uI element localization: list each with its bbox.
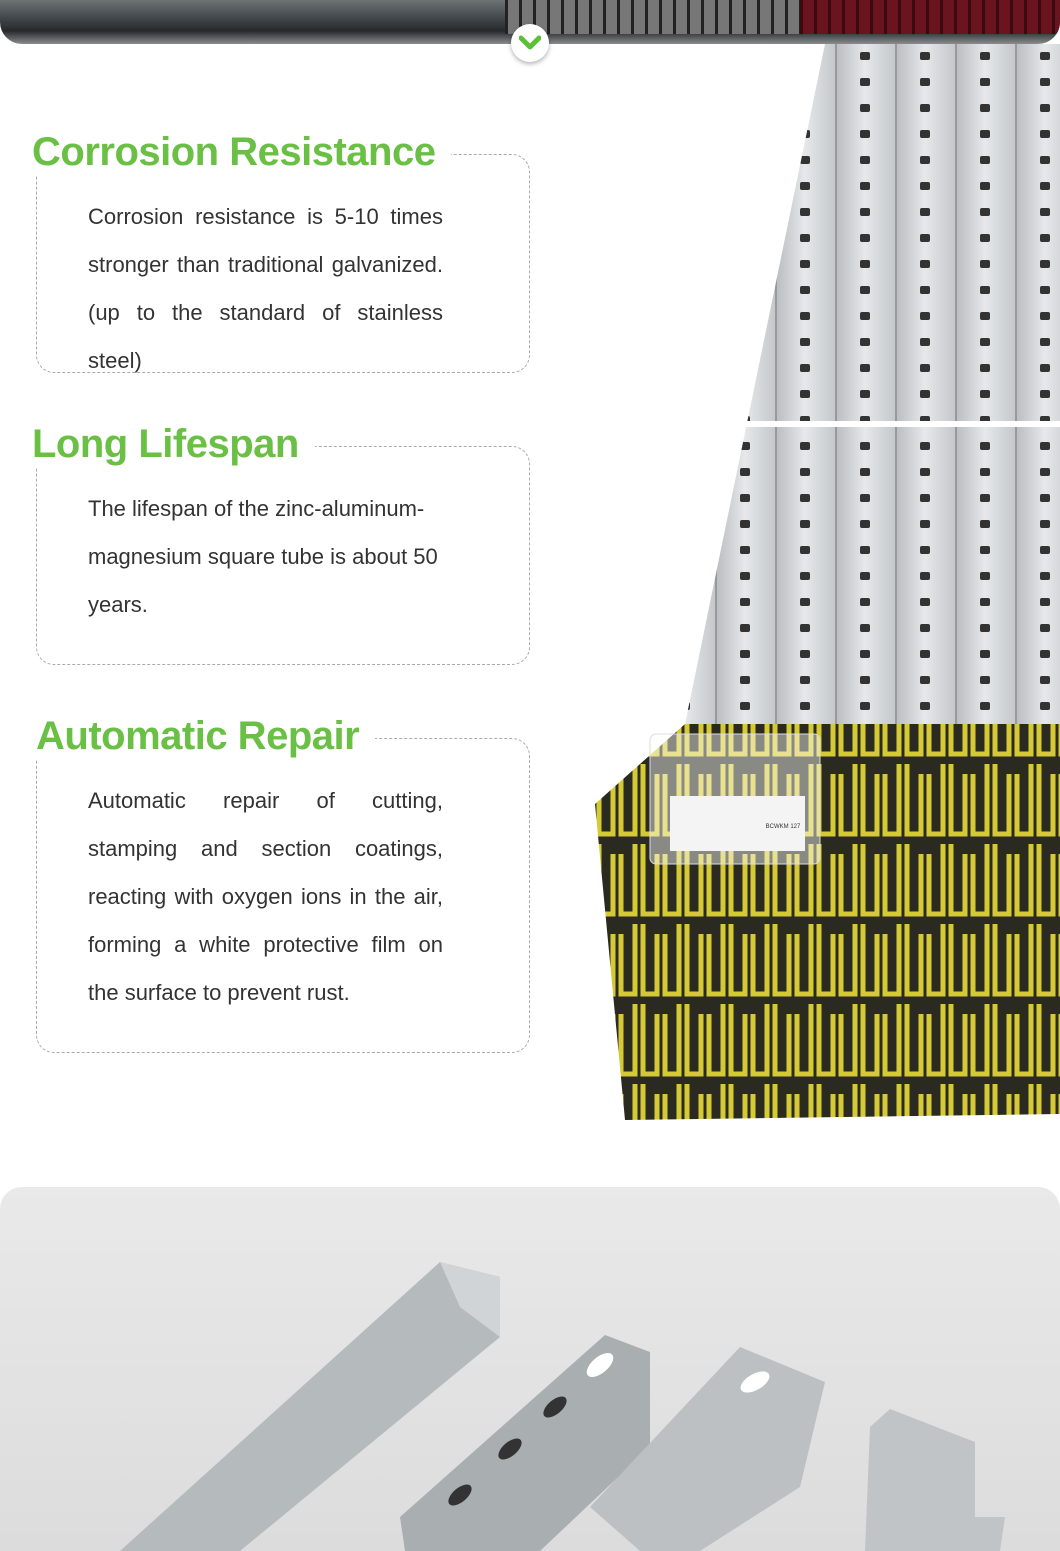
feature-title: Automatic Repair bbox=[36, 712, 375, 760]
feature-automatic-repair bbox=[36, 712, 530, 1053]
chevron-down-icon bbox=[519, 35, 541, 51]
product-tag-code: BCWKM 127 bbox=[765, 824, 801, 830]
feature-text: Corrosion resistance is 5-10 times stronger than traditional galvanized. (up to the standard of stainless steel) bbox=[88, 204, 443, 373]
feature-title: Corrosion Resistance bbox=[32, 128, 451, 176]
square-tubes-image bbox=[505, 0, 805, 34]
red-tubes-image bbox=[800, 0, 1060, 34]
feature-text: The lifespan of the zinc-aluminum-magnesium square tube is about 50 years. bbox=[88, 496, 438, 617]
feature-title: Long Lifespan bbox=[32, 420, 315, 468]
scroll-down-button[interactable] bbox=[511, 24, 549, 62]
feature-text: Automatic repair of cutting, stamping and section coatings, reacting with oxygen ions in the air, forming a white protective film on the surface to prevent rust. bbox=[88, 788, 443, 1005]
feature-corrosion-resistance bbox=[32, 128, 530, 373]
strut-fittings-photo bbox=[0, 1187, 1060, 1551]
strut-channel-illustration bbox=[595, 44, 1060, 1120]
feature-long-lifespan bbox=[32, 420, 530, 665]
strut-fittings-illustration bbox=[0, 1187, 1060, 1551]
strut-channel-stack-photo bbox=[595, 44, 1060, 1120]
